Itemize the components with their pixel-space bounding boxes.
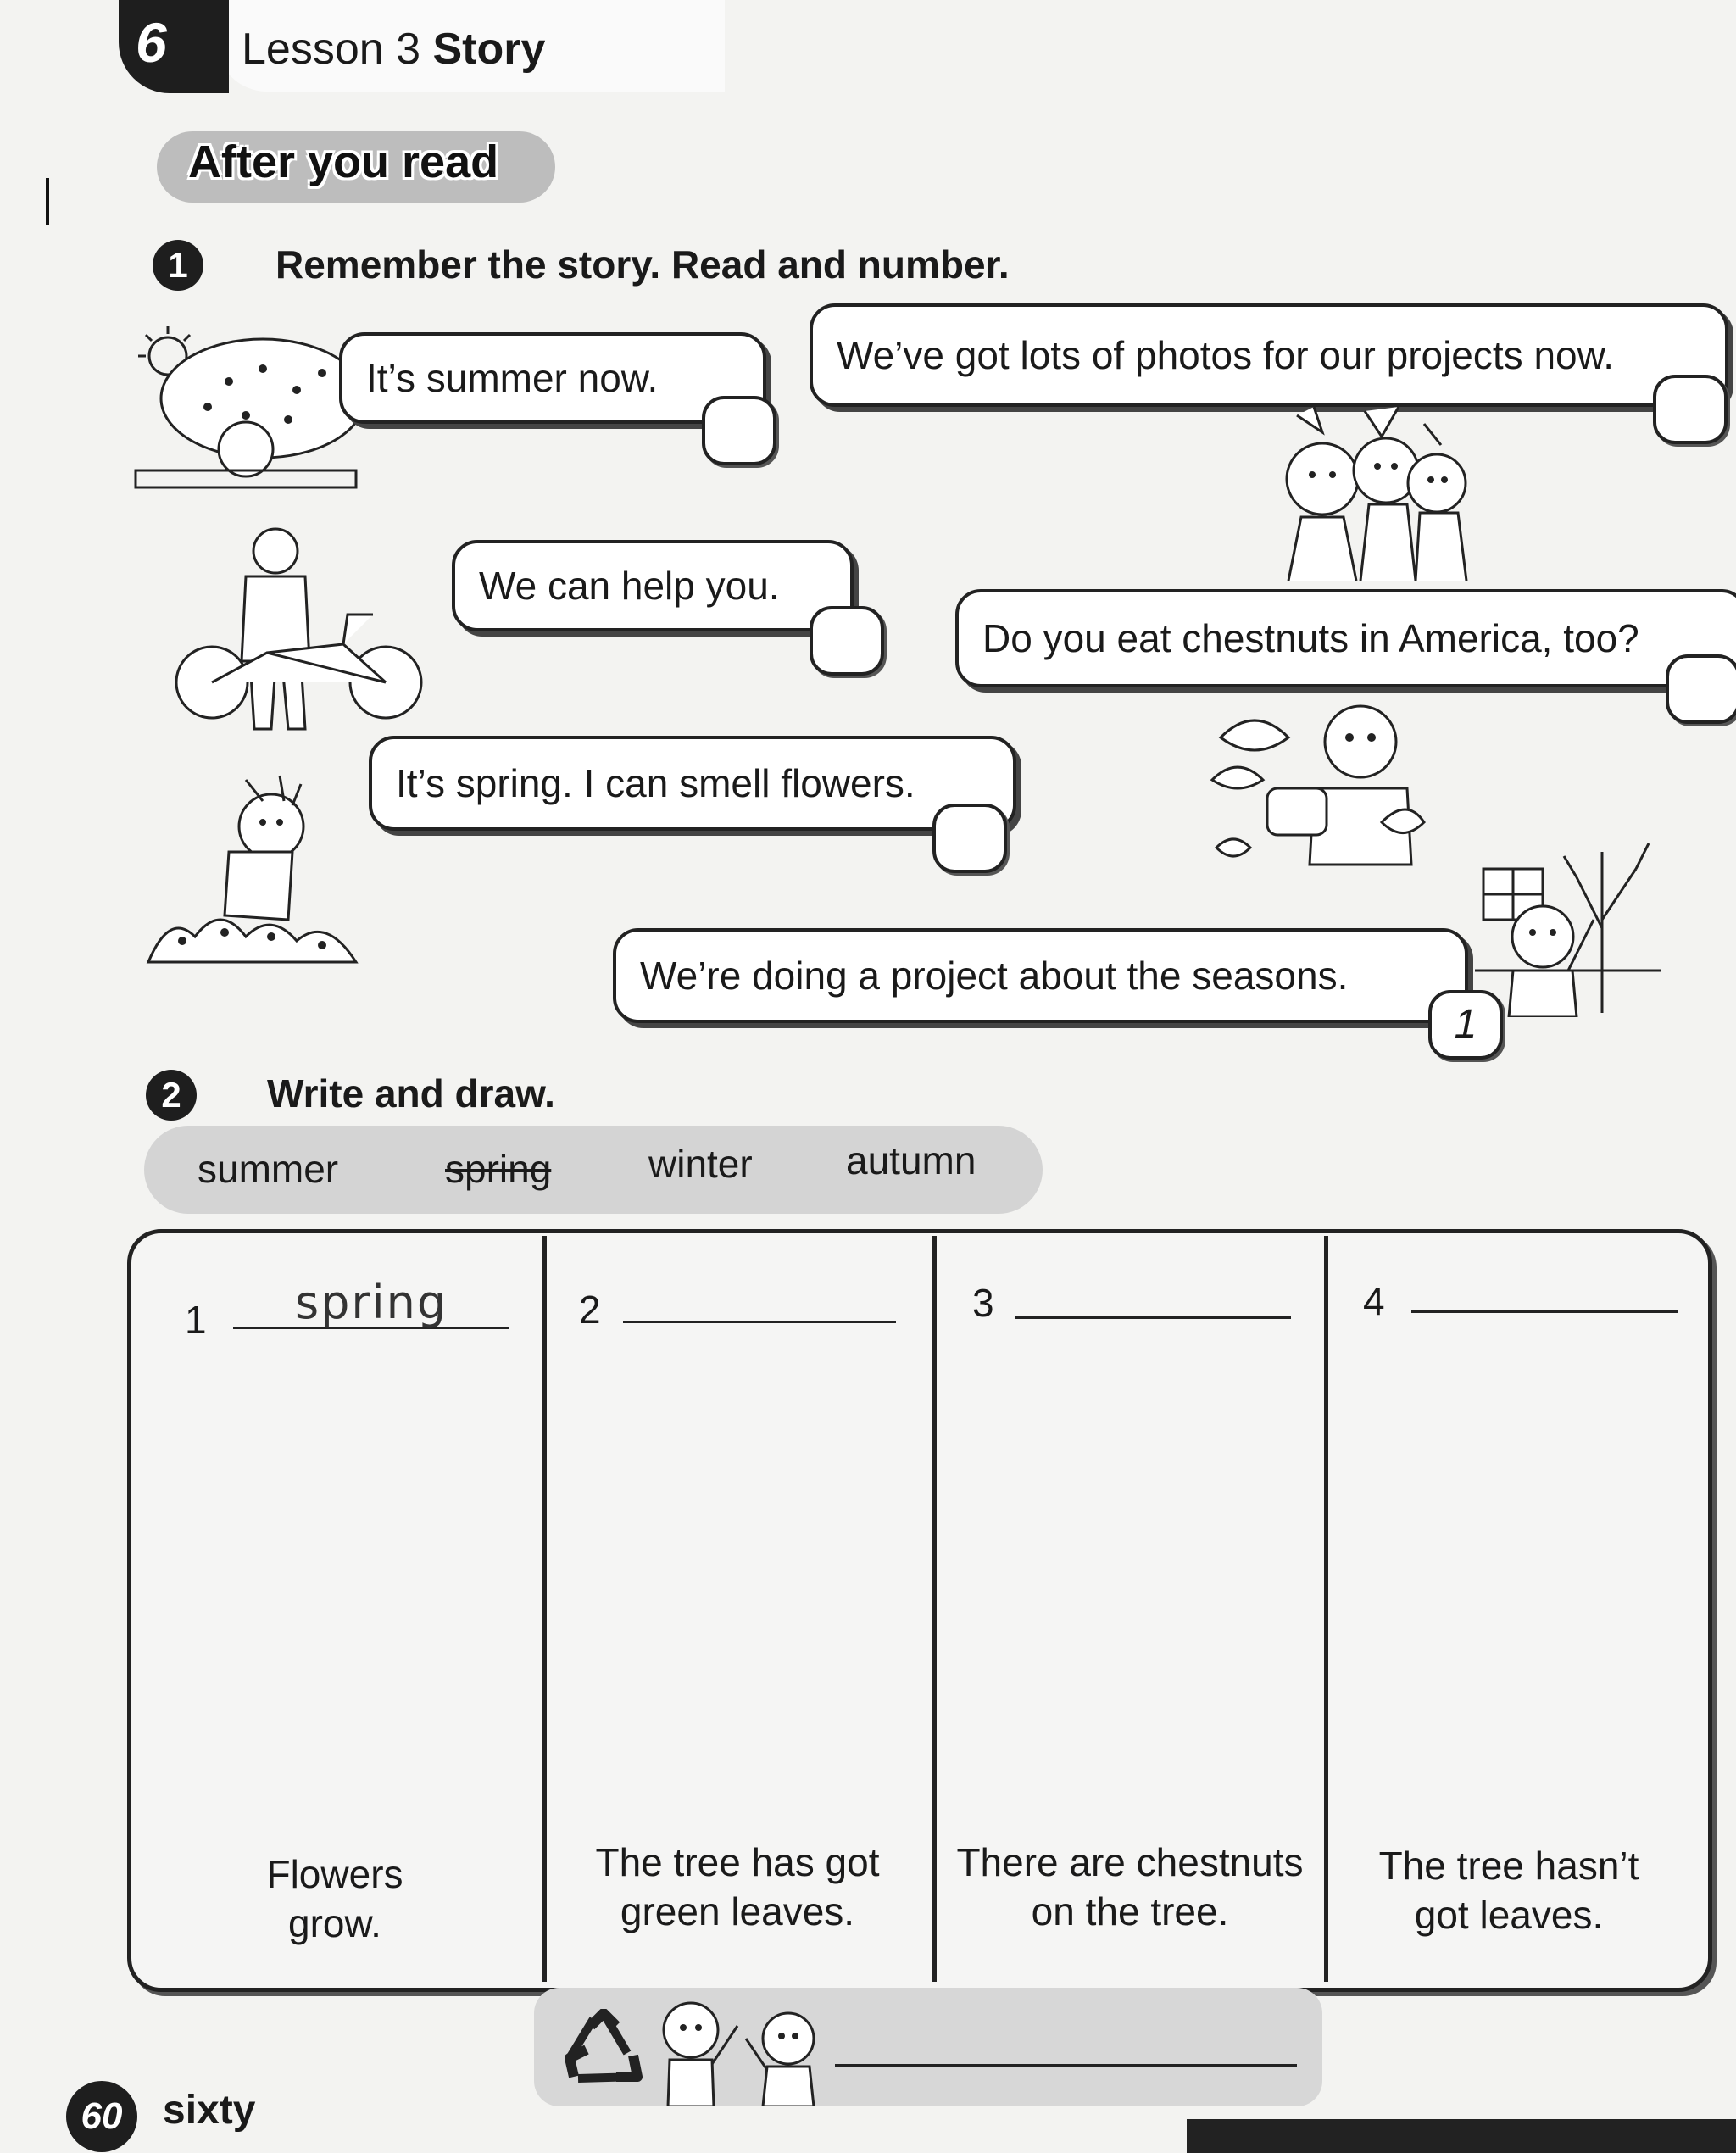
exercise-2-number: 2 — [146, 1070, 197, 1121]
column-divider — [1324, 1236, 1328, 1982]
cell-2-caption-line: The tree has got — [595, 1840, 880, 1884]
cell-3-caption — [939, 1838, 1321, 1936]
word-bank-item-crossed: spring — [445, 1147, 552, 1191]
margin-mark — [46, 178, 49, 225]
bubble-5-number-box[interactable] — [932, 804, 1007, 873]
cell-4-answer-line[interactable] — [1411, 1310, 1678, 1313]
girl-flowers-illustration — [144, 767, 364, 966]
bubble-4-number-box[interactable] — [1666, 654, 1736, 724]
lesson-title: Story — [432, 25, 546, 74]
cell-2-caption-line: green leaves. — [620, 1889, 855, 1933]
cell-3-caption-line: on the tree. — [1031, 1889, 1229, 1933]
lesson-prefix: Lesson 3 — [242, 25, 421, 74]
boy-tree-illustration — [1475, 826, 1661, 1017]
bubble-2: We’ve got lots of photos for our projects now. — [810, 303, 1728, 407]
cell-1-caption-line: Flowers — [266, 1852, 403, 1896]
recycle-icon — [561, 2009, 646, 2085]
cell-2-number: 2 — [579, 1288, 601, 1332]
column-divider — [542, 1236, 547, 1982]
cell-1-answer[interactable]: spring — [295, 1276, 448, 1329]
footer-answer-line[interactable] — [835, 2064, 1297, 2067]
word-bank-item: autumn — [846, 1138, 976, 1182]
exercise-2-instruction: Write and draw. — [267, 1071, 555, 1115]
cell-1-caption — [170, 1850, 500, 1948]
cell-4-caption-line: got leaves. — [1414, 1893, 1604, 1937]
cell-2-caption — [551, 1838, 924, 1936]
exercise-1-instruction: Remember the story. Read and number. — [275, 242, 1010, 287]
cell-3-answer-line[interactable] — [1015, 1316, 1291, 1319]
cell-3-number: 3 — [972, 1281, 994, 1325]
column-divider — [932, 1236, 937, 1982]
bubble-3: We can help you. — [452, 540, 854, 631]
bubble-4: Do you eat chestnuts in America, too? — [955, 589, 1736, 687]
section-badge: After you read — [188, 136, 499, 187]
bubble-1: It’s summer now. — [339, 332, 766, 424]
bubble-1-number-box[interactable] — [702, 396, 776, 465]
cell-2-answer-line[interactable] — [623, 1321, 896, 1323]
cell-4-number: 4 — [1363, 1279, 1385, 1323]
children-photos-illustration — [1263, 398, 1483, 581]
cell-1-number: 1 — [185, 1298, 207, 1342]
exercise-1-number: 1 — [153, 240, 203, 291]
page-word: sixty — [163, 2088, 256, 2133]
cell-3-caption-line: There are chestnuts — [956, 1840, 1304, 1884]
bubble-6: We’re doing a project about the seasons. — [613, 928, 1468, 1023]
bubble-6-number-box[interactable]: 1 — [1428, 990, 1503, 1060]
bubble-3-number-box[interactable] — [810, 606, 884, 676]
children-waving-illustration — [653, 1992, 831, 2106]
bubble-2-number-box[interactable] — [1653, 375, 1728, 444]
page-number: 60 — [66, 2081, 137, 2152]
lesson-heading — [242, 24, 545, 75]
word-bank-item: winter — [648, 1142, 753, 1186]
man-bicycle-illustration — [174, 526, 428, 737]
boy-chestnuts-illustration — [1204, 695, 1433, 873]
unit-number: 6 — [136, 11, 167, 74]
word-bank-item: summer — [198, 1147, 339, 1191]
cell-4-caption-line: The tree hasn’t — [1378, 1844, 1639, 1888]
page-edge-strip — [1187, 2119, 1736, 2153]
cell-1-caption-line: grow. — [288, 1901, 381, 1945]
cell-4-caption — [1331, 1841, 1687, 1939]
bubble-5: It’s spring. I can smell flowers. — [369, 736, 1016, 831]
